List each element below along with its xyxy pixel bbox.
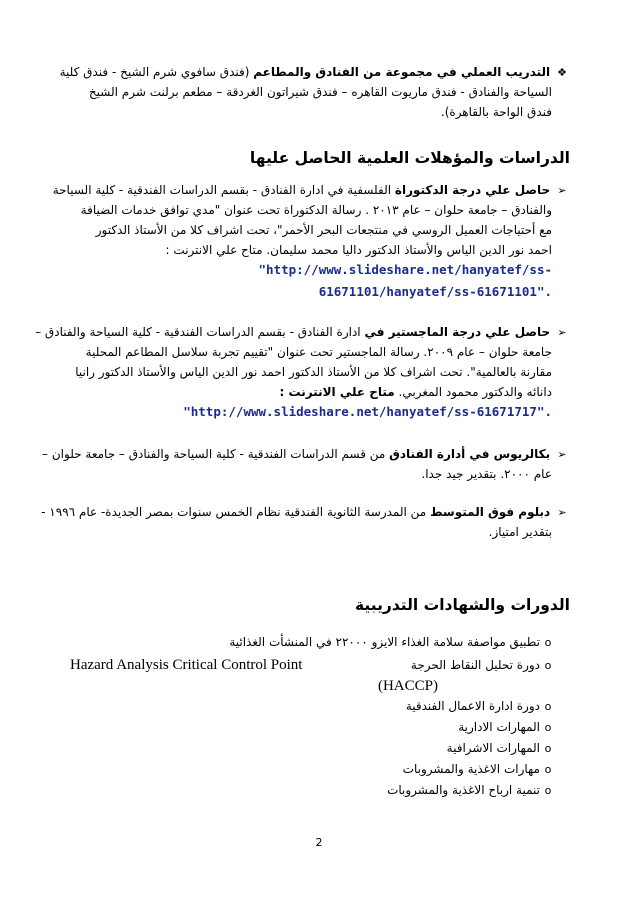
phd-line-3: مع أحتياجات العميل الروسي في منتجعات البحر الأحمر"، تحت اشراف كلا من الأستاذ الدكتور [95,223,552,237]
course-label: تطبيق مواصفة سلامة الغذاء الايزو ٢٢٠٠٠ في المنشأت الغذائية [229,635,540,649]
training-line-2: السياحة والفنادق - فندق ماريوت القاهره – فندق شيراتون الغردقة – مطعم برلنت شرم الشيخ [88,85,552,99]
haccp-abbreviation: (HACCP) [377,678,438,694]
masters-label: حاصل علي درجة الماجستير في [364,325,551,339]
list-item [70,632,556,653]
training-text: (فندق سافوي شرم الشيخ - فندق كلية [59,65,250,79]
masters-supervisors-end: دانائه والدكتور محمود المغربي. [398,385,552,399]
list-item [70,696,556,717]
masters-text: ادارة الفنادق - بقسم الدراسات الفندقية - كلية السياحة والفنادق – [35,325,361,339]
courses-list [70,632,556,801]
training-line-3: فندق الواحة بالقاهرة). [440,105,552,119]
bachelor-line-1 [42,444,570,465]
phd-line-2: والفنادق – جامعة حلوان – عام ٢٠١٣ . رسالة الدكتوراة تحت عنوان "مدي توافق خدمات الضيافة [80,203,552,217]
diploma-line-2: بتقدير امتياز. [488,525,552,539]
list-item [70,738,556,759]
circle-bullet-icon: o [544,763,552,776]
circle-bullet-icon: o [544,659,552,672]
masters-line-1 [35,322,570,343]
diploma-text: من المدرسة الثانوية الفندقية نظام الخمس سنوات بمصر الجديدة- عام ١٩٩٦ - [41,505,427,519]
circle-bullet-icon: o [544,721,552,734]
haccp-english-title: Hazard Analysis Critical Control Point [70,657,303,673]
diploma-line-1 [41,502,570,523]
training-label: التدريب العملي في مجموعة من الفنادق والمطاعم [253,65,551,79]
list-item [70,759,556,780]
circle-bullet-icon: o [544,700,552,713]
studies-heading: الدراسات والمؤهلات العلمية الحاصل عليها [249,149,570,167]
course-label: دورة تحليل النقاط الحرجة [410,658,540,672]
phd-line-1 [52,180,570,201]
list-item [70,655,556,676]
list-item [70,717,556,738]
phd-link-part-1[interactable]: "http://www.slideshare.net/hanyatef/ss- [258,262,552,277]
masters-line-2: جامعة حلوان – عام ٢٠٠٩. رسالة الماجستير تحت عنوان "تقييم تجربة سلاسل المطاعم المحلية [85,345,552,359]
course-label: المهارات الادارية [458,720,540,734]
arrow-bullet-icon: ➢ [557,184,567,197]
diamond-bullet-icon: ❖ [557,66,567,79]
masters-available-online: متاح علي الانترنت : [279,385,395,399]
circle-bullet-icon: o [544,742,552,755]
course-label: المهارات الاشرافية [446,741,540,755]
arrow-bullet-icon: ➢ [557,506,567,519]
phd-label: حاصل علي درجة الدكتوراة [394,183,551,197]
haccp-abbreviation-row [70,676,556,696]
phd-text: الفلسفية في ادارة الفنادق - بقسم الدراسات الفندقية - كلية السياحة [52,183,392,197]
arrow-bullet-icon: ➢ [557,448,567,461]
masters-line-3: مقارنة بالعالمية". تحت اشراف كلا من الأستاذ الدكتور احمد نور الدين الياس والأستاذ الدكتور رانيا [75,365,552,379]
bachelor-label: بكالريوس في أدارة الفنادق [389,447,551,461]
courses-heading: الدورات والشهادات التدريبية [355,596,570,614]
arrow-bullet-icon: ➢ [557,326,567,339]
course-label: تنمية ارباح الاغذية والمشروبات [387,783,540,797]
masters-line-4 [70,382,552,402]
diploma-label: دبلوم فوق المتوسط [430,505,551,519]
course-label: مهارات الاغذية والمشروبات [402,762,540,776]
phd-line-4: احمد نور الدين الياس والأستاذ الدكتور داليا محمد سليمان. متاح علي الانترنت : [165,243,552,257]
course-label: دورة ادارة الاعمال الفندقية [405,699,540,713]
training-line-1 [59,62,570,83]
bachelor-line-2: عام ٢٠٠٠. بتقدير جيد جدا. [421,467,552,481]
page-number: 2 [315,836,323,849]
masters-link[interactable]: "http://www.slideshare.net/hanyatef/ss-61671717". [183,404,552,419]
circle-bullet-icon: o [544,636,552,649]
circle-bullet-icon: o [544,784,552,797]
bachelor-text: من قسم الدراسات الفندقية - كلية السياحة والفنادق – جامعة حلوان – [42,447,386,461]
list-item [70,780,556,801]
phd-link-part-2[interactable]: 61671101/hanyatef/ss-61671101". [318,284,552,299]
